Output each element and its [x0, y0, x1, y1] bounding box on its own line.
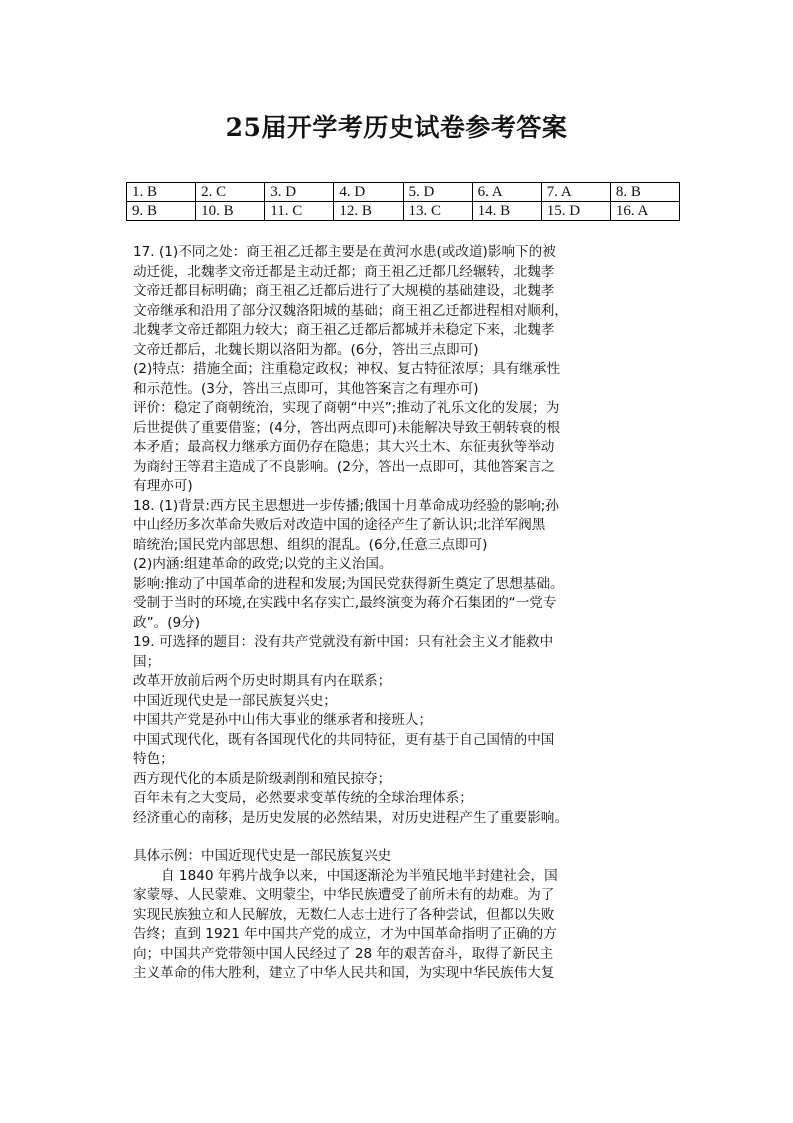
text-line: 政”。(9分) — [133, 614, 201, 631]
text-line: 文帝继承和沿用了部分汉魏洛阳城的基础；商王祖乙迁都进程相对顺利， — [133, 302, 568, 319]
text-line: 暗统治;国民党内部思想、组织的混乱。(6分,任意三点即可) — [133, 536, 488, 553]
text-line: 特色； — [133, 751, 174, 767]
text-line: 本矛盾；最高权力继承方面仍存在隐患；其大兴土木、东征夷狄等举动 — [133, 439, 555, 455]
text-line: 18. (1)背景:西方民主思想进一步传播;俄国十月革命成功经验的影响;孙 — [133, 497, 559, 514]
answer-cell: 14. B — [472, 202, 541, 221]
answer-cell: 6. A — [472, 183, 541, 202]
text-line: 19. 可选择的题目：没有共产党就没有新中国：只有社会主义才能救中 — [133, 634, 554, 650]
answer-cell: 3. D — [265, 183, 334, 202]
text-line: 受制于当时的环境,在实践中名存实亡,最终演变为蒋介石集团的“一党专 — [133, 595, 557, 611]
answer-table — [126, 182, 680, 221]
answer-cell: 7. A — [541, 183, 610, 202]
text-line: 百年未有之大变局，必然要求变革传统的全球治理体系； — [133, 790, 473, 806]
question-17-answer — [133, 243, 678, 497]
text-line: 中山经历多次革命失败后对改造中国的途径产生了新认识;北洋军阀黑 — [133, 517, 546, 533]
text-line: 北魏孝文帝迁都阻力较大；商王祖乙迁都后都城并未稳定下来，北魏孝 — [133, 322, 555, 338]
text-line: 国； — [133, 653, 161, 670]
text-line: 家蒙辱、人民蒙难、文明蒙尘，中华民族遭受了前所未有的劫难。为了 — [133, 887, 555, 903]
answer-cell: 11. C — [265, 202, 334, 221]
answer-cell: 4. D — [334, 183, 403, 202]
text-line: 动迁徙，北魏孝文帝迁都是主动迁都；商王祖乙迁都几经辗转，北魏孝 — [133, 263, 555, 280]
text-line: 影响:推动了中国革命的进程和发展;为国民党获得新生奠定了思想基础。 — [133, 575, 564, 592]
text-line: 告终；直到 1921 年中国共产党的成立，才为中国革命指明了正确的方 — [133, 926, 557, 942]
answer-cell: 5. D — [403, 183, 472, 202]
text-line: 17. (1)不同之处：商王祖乙迁都主要是在黄河水患(或改道)影响下的被 — [133, 244, 556, 260]
text-line: 文帝迁都目标明确；商王祖乙迁都后进行了大规模的基础建设，北魏孝 — [133, 283, 555, 299]
example-heading: 具体示例：中国近现代史是一部民族复兴史 — [133, 848, 392, 864]
answer-cell: 8. B — [610, 183, 679, 202]
text-line: 自 1840 年鸦片战争以来，中国逐渐沦为半殖民地半封建社会，国 — [161, 867, 558, 884]
text-line: 中国式现代化，既有各国现代化的共同特征，更有基于自己国情的中国 — [133, 731, 555, 748]
answer-cell: 15. D — [541, 202, 610, 221]
answer-cell: 13. C — [403, 202, 472, 221]
answer-cell: 9. B — [127, 202, 196, 221]
text-line: 有理亦可) — [133, 478, 193, 494]
text-line: 文帝迁都后，北魏长期以洛阳为都。(6分，答出三点即可) — [133, 341, 479, 358]
text-line: 实现民族独立和人民解放，无数仁人志士进行了各种尝试，但都以失败 — [133, 906, 555, 923]
spacer — [133, 828, 678, 847]
question-18-answer — [133, 497, 678, 634]
page-title: 25届开学考历史试卷参考答案 — [225, 113, 568, 142]
text-line: 后世提供了重要借鉴；(4分，答出两点即可)未能解决导致王朝转衰的根 — [133, 419, 561, 436]
text-line: 为商纣王等君主造成了不良影响。(2分，答出一点即可，其他答案言之 — [133, 458, 555, 475]
text-line: 西方现代化的本质是阶级剥削和殖民掠夺； — [133, 770, 392, 787]
answer-body — [133, 243, 678, 984]
text-line: 和示范性。(3分，答出三点即可，其他答案言之有理亦可) — [133, 380, 479, 397]
text-line: 评价：稳定了商朝统治，实现了商朝“中兴”;推动了礼乐文化的发展；为 — [133, 400, 560, 416]
answer-cell: 10. B — [196, 202, 265, 221]
text-line: 中国共产党是孙中山伟大事业的继承者和接班人； — [133, 712, 433, 728]
question-19-answer — [133, 633, 678, 828]
answer-cell: 2. C — [196, 183, 265, 202]
text-line: 主义革命的伟大胜利，建立了中华人民共和国，为实现中华民族伟大复 — [133, 965, 555, 981]
text-line: 改革开放前后两个历史时期具有内在联系； — [133, 673, 392, 689]
text-line: 向；中国共产党带领中国人民经过了 28 年的艰苦奋斗，取得了新民主 — [133, 945, 554, 962]
answer-cell: 16. A — [610, 202, 679, 221]
answer-cell: 12. B — [334, 202, 403, 221]
example-essay — [133, 847, 678, 984]
table-row — [127, 202, 680, 221]
text-line: 中国近现代史是一部民族复兴史； — [133, 692, 337, 709]
text-line: 经济重心的南移，是历史发展的必然结果，对历史进程产生了重要影响。 — [133, 809, 568, 826]
text-line: (2)特点：措施全面；注重稳定政权；神权、复古特征浓厚；具有继承性 — [133, 361, 561, 377]
answer-cell: 1. B — [127, 183, 196, 202]
text-line: (2)内涵:组建革命的政党;以党的主义治国。 — [133, 556, 393, 572]
table-row — [127, 183, 680, 202]
